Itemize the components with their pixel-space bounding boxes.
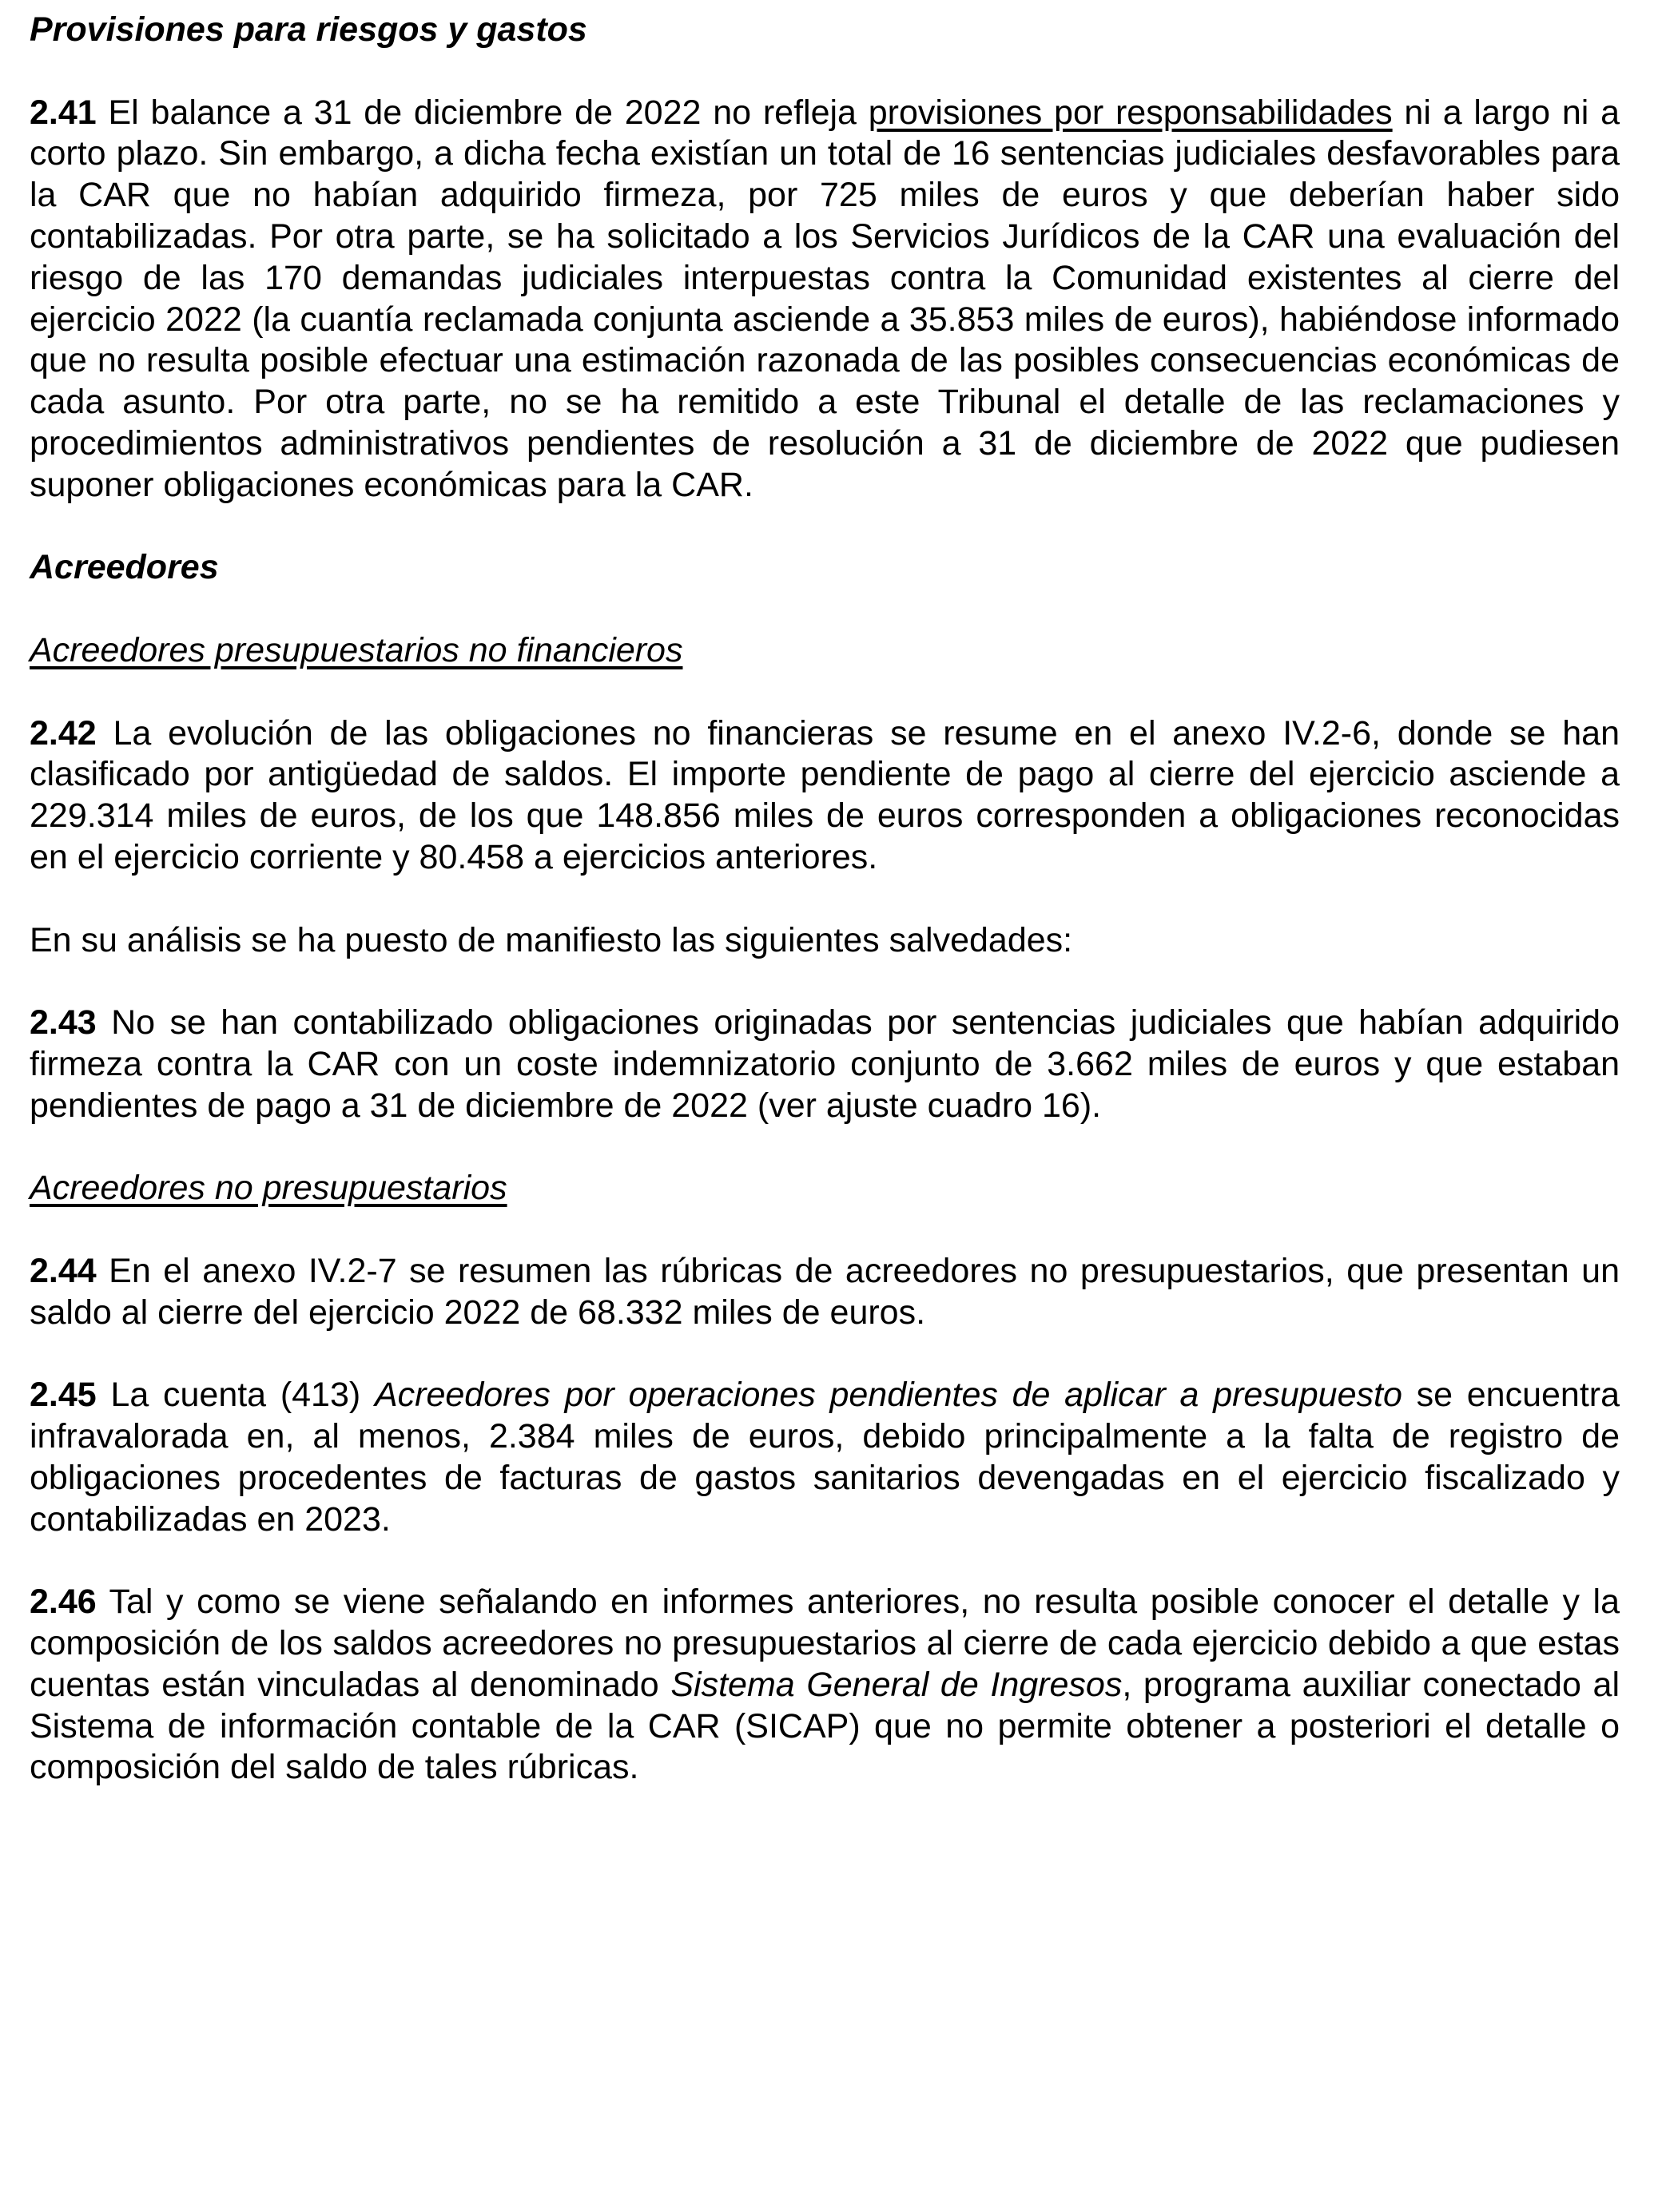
paragraph-number: 2.46 bbox=[30, 1583, 97, 1622]
paragraph-2-43 bbox=[30, 1003, 1620, 1126]
section-heading-provisiones: Provisiones para riesgos y gastos bbox=[30, 10, 587, 49]
paragraph-text: La evolución de las obligaciones no financieras se resume en el anexo IV.2-6, donde se han clasificado por antigüedad de saldos. El importe pendiente de pago al cierre del ejercicio asciende a 229.314 miles de euros, de los que 148.856 miles de euros corresponden a obligaciones reconocidas en el ejercicio corriente y 80.458 a ejercicios anteriores. bbox=[30, 713, 1620, 876]
paragraph-salvedades-intro: En su análisis se ha puesto de manifiesto las siguientes salvedades: bbox=[30, 920, 1073, 959]
underlined-term: provisiones por responsabilidades bbox=[868, 93, 1393, 132]
paragraph-2-42 bbox=[30, 713, 1620, 879]
paragraph-text: El balance a 31 de diciembre de 2022 no refleja bbox=[96, 93, 869, 132]
section-heading-acreedores: Acreedores bbox=[30, 548, 219, 587]
subsection-heading-presupuestarios: Acreedores presupuestarios no financieros bbox=[30, 630, 683, 669]
paragraph-2-46 bbox=[30, 1582, 1620, 1789]
paragraph-2-45 bbox=[30, 1375, 1620, 1540]
paragraph-text: La cuenta (413) bbox=[96, 1376, 375, 1415]
paragraph-text: , programa auxiliar conectado al Sistema de información contable de la CAR (SICAP) que no permite obtener a posteriori el detalle o composición del saldo de tales rúbricas. bbox=[30, 1665, 1620, 1787]
subsection-heading-no-presupuestarios: Acreedores no presupuestarios bbox=[30, 1169, 507, 1208]
paragraph-text: En el anexo IV.2-7 se resumen las rúbricas de acreedores no presupuestarios, que presentan un saldo al cierre del ejercicio 2022 de 68.332 miles de euros. bbox=[30, 1251, 1620, 1332]
paragraph-number: 2.43 bbox=[30, 1003, 97, 1042]
paragraph-number: 2.45 bbox=[30, 1376, 97, 1415]
paragraph-text: ni a largo ni a corto plazo. Sin embargo, a dicha fecha existían un total de 16 sentencias judiciales desfavorables para la CAR que no habían adquirido firmeza, por 725 miles de euros y que deberían haber sido contabilizadas. Por otra parte, se ha solicitado a los Servicios Jurídicos de la CAR una evaluación del riesgo de las 170 demandas judiciales interpuestas contra la Comunidad existentes al cierre del ejercicio 2022 (la cuantía reclamada conjunta asciende a 35.853 miles de euros), habiéndose informado que no resulta posible efectuar una estimación razonada de las posibles consecuencias económicas de cada asunto. Por otra parte, no se ha remitido a este Tribunal el detalle de las reclamaciones y procedimientos administrativos pendientes de resolución a 31 de diciembre de 2022 que pudiesen suponer obligaciones económicas para la CAR. bbox=[30, 93, 1620, 504]
paragraph-2-41 bbox=[30, 93, 1620, 506]
document-page bbox=[30, 10, 1620, 1830]
paragraph-number: 2.41 bbox=[30, 93, 97, 132]
paragraph-text: se encuentra infravalorada en, al menos, 2.384 miles de euros, debido principalmente a la falta de registro de obligaciones procedentes de facturas de gastos sanitarios devengadas en el ejercicio fiscalizado y contabilizadas en 2023. bbox=[30, 1376, 1620, 1539]
paragraph-text: No se han contabilizado obligaciones originadas por sentencias judiciales que habían adquirido firmeza contra la CAR con un coste indemnizatorio conjunto de 3.662 miles de euros y que estaban pendientes de pago a 31 de diciembre de 2022 (ver ajuste cuadro 16). bbox=[30, 1003, 1620, 1125]
paragraph-text: Tal y como se viene señalando en informes anteriores, no resulta posible conocer el detalle y la composición de los saldos acreedores no presupuestarios al cierre de cada ejercicio debido a que estas cuentas están vinculadas al denominado bbox=[30, 1583, 1620, 1704]
italic-term: Acreedores por operaciones pendientes de aplicar a presupuesto bbox=[374, 1376, 1402, 1415]
italic-term: Sistema General de Ingresos bbox=[670, 1665, 1123, 1704]
paragraph-number: 2.42 bbox=[30, 713, 97, 753]
paragraph-2-44 bbox=[30, 1251, 1620, 1334]
paragraph-number: 2.44 bbox=[30, 1251, 97, 1290]
